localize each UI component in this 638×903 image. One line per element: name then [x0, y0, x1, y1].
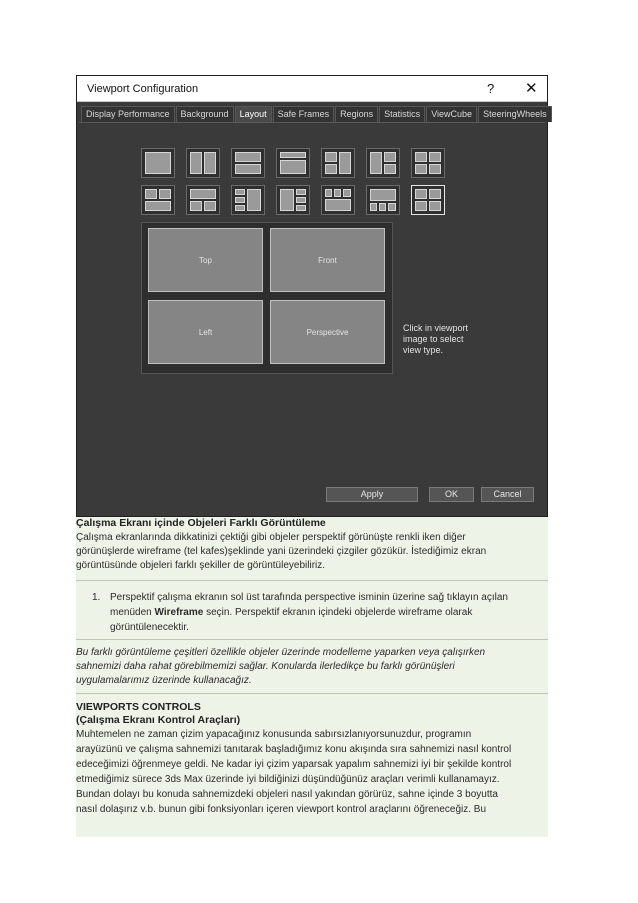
- cancel-button[interactable]: Cancel: [481, 487, 534, 502]
- tab-strip: [81, 106, 553, 122]
- layout-option-single[interactable]: [141, 148, 175, 178]
- tab-display-performance[interactable]: Display Performance: [81, 106, 175, 122]
- layout-option-4-top[interactable]: [321, 185, 355, 215]
- list-line: görüntülenecektir.: [110, 622, 189, 633]
- viewport-perspective[interactable]: Perspective: [270, 300, 385, 364]
- viewport-preview: [141, 222, 393, 374]
- list-keyword: Wireframe: [154, 607, 204, 618]
- italic-note-line: uygulamalarımız üzerinde kullanacağız.: [76, 675, 252, 686]
- layout-option-2h-wide[interactable]: [276, 148, 310, 178]
- list-number: 1.: [92, 592, 101, 603]
- help-icon[interactable]: ?: [487, 81, 495, 96]
- viewport-configuration-dialog: [76, 75, 548, 517]
- body-line: görünüşlerde wireframe (tel kafes)şeklinde yani üzerindeki çizgiler gözükür. İstediğimiz ekran: [76, 546, 487, 557]
- dialog-title: Viewport Configuration: [87, 83, 199, 95]
- body-line: nasıl dolaşırız v.b. bunun gibi fonksiyonları içeren viewport kontrol araçlarını öğreneceğiz. Bu: [76, 804, 487, 815]
- tab-steeringwheels[interactable]: SteeringWheels: [478, 106, 552, 122]
- divider: [76, 693, 548, 694]
- section-heading: Çalışma Ekranı içinde Objeleri Farklı Görüntüleme: [76, 517, 326, 529]
- tab-divider: [79, 122, 545, 123]
- layout-option-4-left[interactable]: [231, 185, 265, 215]
- layout-option-4-selected[interactable]: [411, 185, 445, 215]
- layout-option-3-top[interactable]: [141, 185, 175, 215]
- tab-statistics[interactable]: Statistics: [379, 106, 425, 122]
- hint-line: image to select: [403, 334, 464, 344]
- hint-line: view type.: [403, 345, 444, 355]
- layout-option-4[interactable]: [411, 148, 445, 178]
- body-line: görüntüsünde objeleri farklı şekiller de görüntüleyebiliriz.: [76, 560, 326, 571]
- body-line: Muhtemelen ne zaman çizim yapacağınız konusunda sabırsızlanıyorsunuzdur, programın: [76, 729, 472, 740]
- viewport-top[interactable]: Top: [148, 228, 263, 292]
- body-line: etmediğimiz sürece 3ds Max üzerinde iyi bildiğinizi düşündüğünüz araçları verimli kullanamayız.: [76, 774, 500, 785]
- body-line: edeceğimizi öğrenmeye geldi. Ne kadar iyi çizim yaparsak yapalım sahnemizi iyi bir şekilde kontrol: [76, 759, 512, 770]
- viewport-left[interactable]: Left: [148, 300, 263, 364]
- divider: [76, 639, 548, 640]
- layout-option-3-right[interactable]: [366, 148, 400, 178]
- layout-option-3-left[interactable]: [321, 148, 355, 178]
- italic-note-line: Bu farklı görüntüleme çeşitleri özellikle objeler üzerinde modelleme yaparken veya çalışırken: [76, 647, 486, 658]
- tab-safe-frames[interactable]: Safe Frames: [273, 106, 335, 122]
- viewport-front[interactable]: Front: [270, 228, 385, 292]
- list-text: menüden: [110, 607, 155, 618]
- layout-option-4-bottom[interactable]: [366, 185, 400, 215]
- hint-line: Click in viewport: [403, 323, 469, 333]
- list-item: [110, 590, 508, 635]
- list-text: seçin. Perspektif ekranın içindeki objelerde wireframe olarak: [203, 607, 473, 618]
- tab-regions[interactable]: Regions: [335, 106, 378, 122]
- viewport-hint: [403, 323, 468, 356]
- divider: [76, 580, 548, 581]
- body-line: Bundan dolayı bu konuda sahnemizdeki objeleri nasıl yakından görürüz, sahne içinde 3 boyutta: [76, 789, 498, 800]
- layout-option-3-bottom[interactable]: [186, 185, 220, 215]
- section-title: VIEWPORTS CONTROLS: [76, 701, 201, 713]
- close-icon[interactable]: ✕: [525, 80, 538, 97]
- list-line: Perspektif çalışma ekranın sol üst tarafında perspective isminin üzerine sağ tıklayın açılan: [110, 592, 508, 603]
- ok-button[interactable]: OK: [429, 487, 474, 502]
- body-line: arayüzünü ve çalışma sahnemizi tanıtarak başladığımız konu akışında sıra sahnemizi nasıl kontrol: [76, 744, 512, 755]
- dialog-titlebar: [77, 76, 547, 102]
- body-line: Çalışma ekranlarında dikkatinizi çektiği gibi objeler perspektif görünüşte renkli iken diğer: [76, 532, 466, 543]
- layout-option-2v[interactable]: [186, 148, 220, 178]
- tab-background[interactable]: Background: [176, 106, 234, 122]
- apply-button[interactable]: Apply: [326, 487, 418, 502]
- italic-note-line: sahnemizi daha rahat görebilmemizi sağlar. Konularda ilerledikçe bu farklı görünüşleri: [76, 661, 455, 672]
- tab-layout[interactable]: Layout: [235, 106, 272, 122]
- layout-option-4-right[interactable]: [276, 185, 310, 215]
- layout-option-2h[interactable]: [231, 148, 265, 178]
- list-line: [110, 605, 508, 620]
- section-subtitle: (Çalışma Ekranı Kontrol Araçları): [76, 714, 241, 726]
- tab-viewcube[interactable]: ViewCube: [426, 106, 477, 122]
